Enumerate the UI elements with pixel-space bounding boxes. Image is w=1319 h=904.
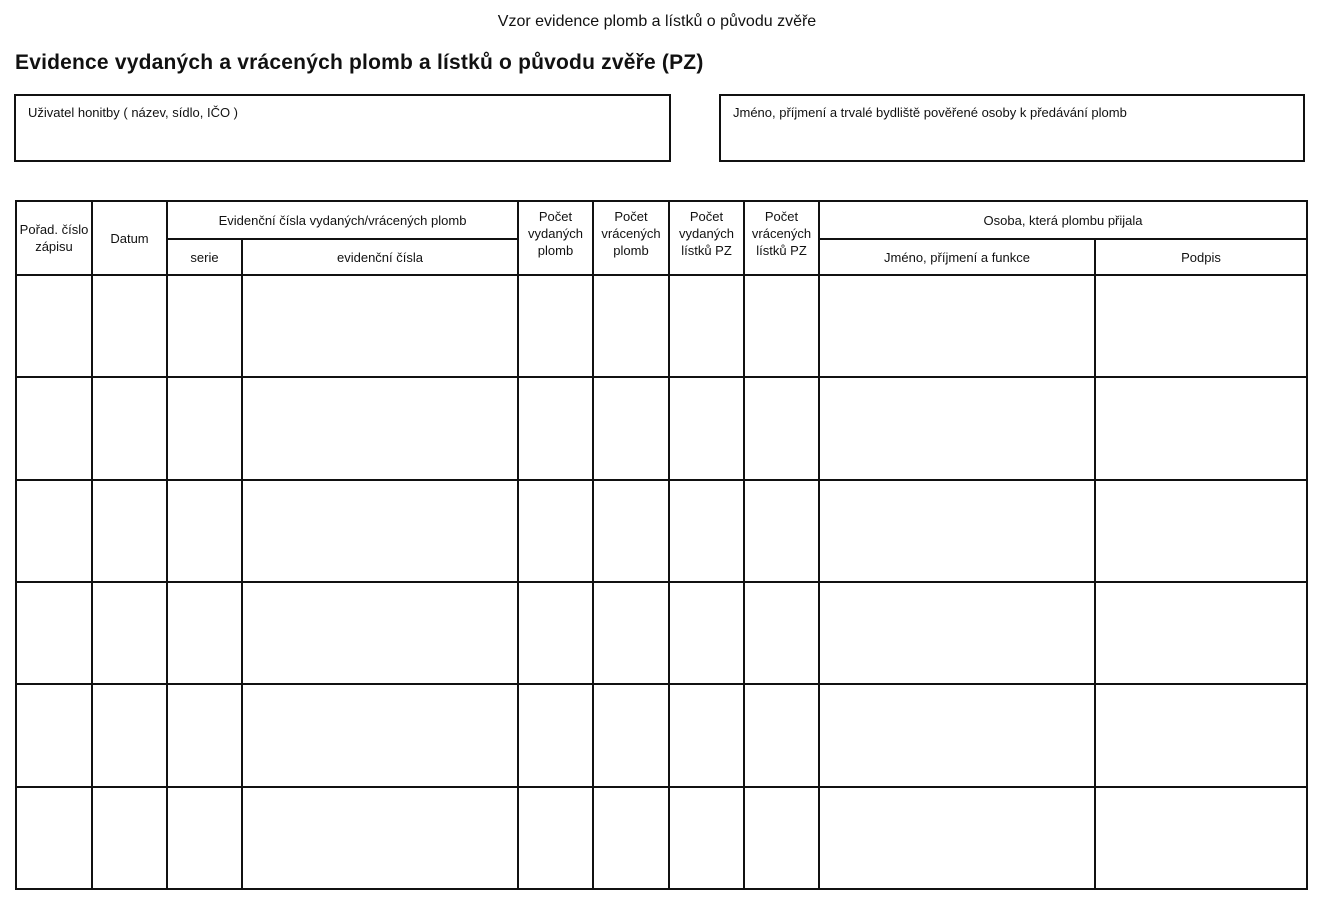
cell-issued-pz[interactable]	[669, 275, 744, 377]
cell-returned-pz[interactable]	[744, 787, 819, 889]
seal-register-table	[15, 200, 1308, 890]
header-receiver-group: Osoba, která plombu přijala	[819, 201, 1307, 239]
table-row	[16, 787, 1307, 889]
cell-order-number[interactable]	[16, 377, 92, 479]
cell-issued-pz[interactable]	[669, 582, 744, 684]
cell-order-number[interactable]	[16, 684, 92, 786]
cell-evidence-numbers[interactable]	[242, 377, 518, 479]
cell-date[interactable]	[92, 787, 167, 889]
header-series: serie	[167, 239, 242, 275]
cell-date[interactable]	[92, 275, 167, 377]
cell-order-number[interactable]	[16, 275, 92, 377]
cell-evidence-numbers[interactable]	[242, 787, 518, 889]
cell-returned-pz[interactable]	[744, 275, 819, 377]
cell-name-function[interactable]	[819, 275, 1095, 377]
cell-issued-pz[interactable]	[669, 684, 744, 786]
header-issued-seals: Počet vydaných plomb	[518, 201, 593, 275]
form-template-note: Vzor evidence plomb a lístků o původu zvěře	[497, 13, 817, 30]
cell-returned-seals[interactable]	[593, 684, 669, 786]
cell-evidence-numbers[interactable]	[242, 684, 518, 786]
cell-evidence-numbers[interactable]	[242, 275, 518, 377]
table-row	[16, 582, 1307, 684]
cell-series[interactable]	[167, 582, 242, 684]
cell-signature[interactable]	[1095, 480, 1307, 582]
table-row	[16, 377, 1307, 479]
cell-name-function[interactable]	[819, 787, 1095, 889]
cell-date[interactable]	[92, 480, 167, 582]
cell-returned-pz[interactable]	[744, 377, 819, 479]
cell-issued-pz[interactable]	[669, 480, 744, 582]
cell-signature[interactable]	[1095, 582, 1307, 684]
cell-returned-seals[interactable]	[593, 582, 669, 684]
cell-issued-pz[interactable]	[669, 377, 744, 479]
cell-series[interactable]	[167, 480, 242, 582]
cell-date[interactable]	[92, 684, 167, 786]
cell-date[interactable]	[92, 582, 167, 684]
authorized-person-label: Jméno, příjmení a trvalé bydliště pověřené osoby k předávání plomb	[733, 105, 1127, 120]
cell-returned-seals[interactable]	[593, 275, 669, 377]
cell-evidence-numbers[interactable]	[242, 582, 518, 684]
header-date: Datum	[92, 201, 167, 275]
cell-order-number[interactable]	[16, 582, 92, 684]
cell-name-function[interactable]	[819, 684, 1095, 786]
header-evidence-numbers: evidenční čísla	[242, 239, 518, 275]
cell-order-number[interactable]	[16, 787, 92, 889]
cell-series[interactable]	[167, 275, 242, 377]
cell-issued-seals[interactable]	[518, 275, 593, 377]
cell-returned-seals[interactable]	[593, 377, 669, 479]
cell-name-function[interactable]	[819, 377, 1095, 479]
header-order-number: Pořad. číslo zápisu	[16, 201, 92, 275]
header-issued-pz: Počet vydaných lístků PZ	[669, 201, 744, 275]
cell-series[interactable]	[167, 377, 242, 479]
header-returned-pz: Počet vrácených lístků PZ	[744, 201, 819, 275]
cell-issued-seals[interactable]	[518, 787, 593, 889]
cell-returned-pz[interactable]	[744, 684, 819, 786]
cell-issued-seals[interactable]	[518, 480, 593, 582]
register-body	[16, 275, 1307, 889]
cell-name-function[interactable]	[819, 480, 1095, 582]
cell-issued-seals[interactable]	[518, 684, 593, 786]
cell-returned-pz[interactable]	[744, 480, 819, 582]
cell-issued-seals[interactable]	[518, 582, 593, 684]
cell-evidence-numbers[interactable]	[242, 480, 518, 582]
table-row	[16, 275, 1307, 377]
authorized-person-field[interactable]	[719, 94, 1305, 162]
hunting-ground-user-field[interactable]	[14, 94, 671, 162]
cell-name-function[interactable]	[819, 582, 1095, 684]
table-row	[16, 684, 1307, 786]
cell-issued-pz[interactable]	[669, 787, 744, 889]
cell-signature[interactable]	[1095, 275, 1307, 377]
cell-returned-seals[interactable]	[593, 480, 669, 582]
table-row	[16, 480, 1307, 582]
cell-series[interactable]	[167, 787, 242, 889]
cell-signature[interactable]	[1095, 377, 1307, 479]
cell-signature[interactable]	[1095, 787, 1307, 889]
header-seal-numbers-group: Evidenční čísla vydaných/vrácených plomb	[167, 201, 518, 239]
form-title: Evidence vydaných a vrácených plomb a lístků o původu zvěře (PZ)	[15, 51, 704, 74]
cell-returned-pz[interactable]	[744, 582, 819, 684]
cell-series[interactable]	[167, 684, 242, 786]
header-signature: Podpis	[1095, 239, 1307, 275]
cell-signature[interactable]	[1095, 684, 1307, 786]
cell-issued-seals[interactable]	[518, 377, 593, 479]
header-returned-seals: Počet vrácených plomb	[593, 201, 669, 275]
cell-returned-seals[interactable]	[593, 787, 669, 889]
hunting-ground-user-label: Uživatel honitby ( název, sídlo, IČO )	[28, 105, 239, 120]
cell-date[interactable]	[92, 377, 167, 479]
cell-order-number[interactable]	[16, 480, 92, 582]
header-name-function: Jméno, příjmení a funkce	[819, 239, 1095, 275]
